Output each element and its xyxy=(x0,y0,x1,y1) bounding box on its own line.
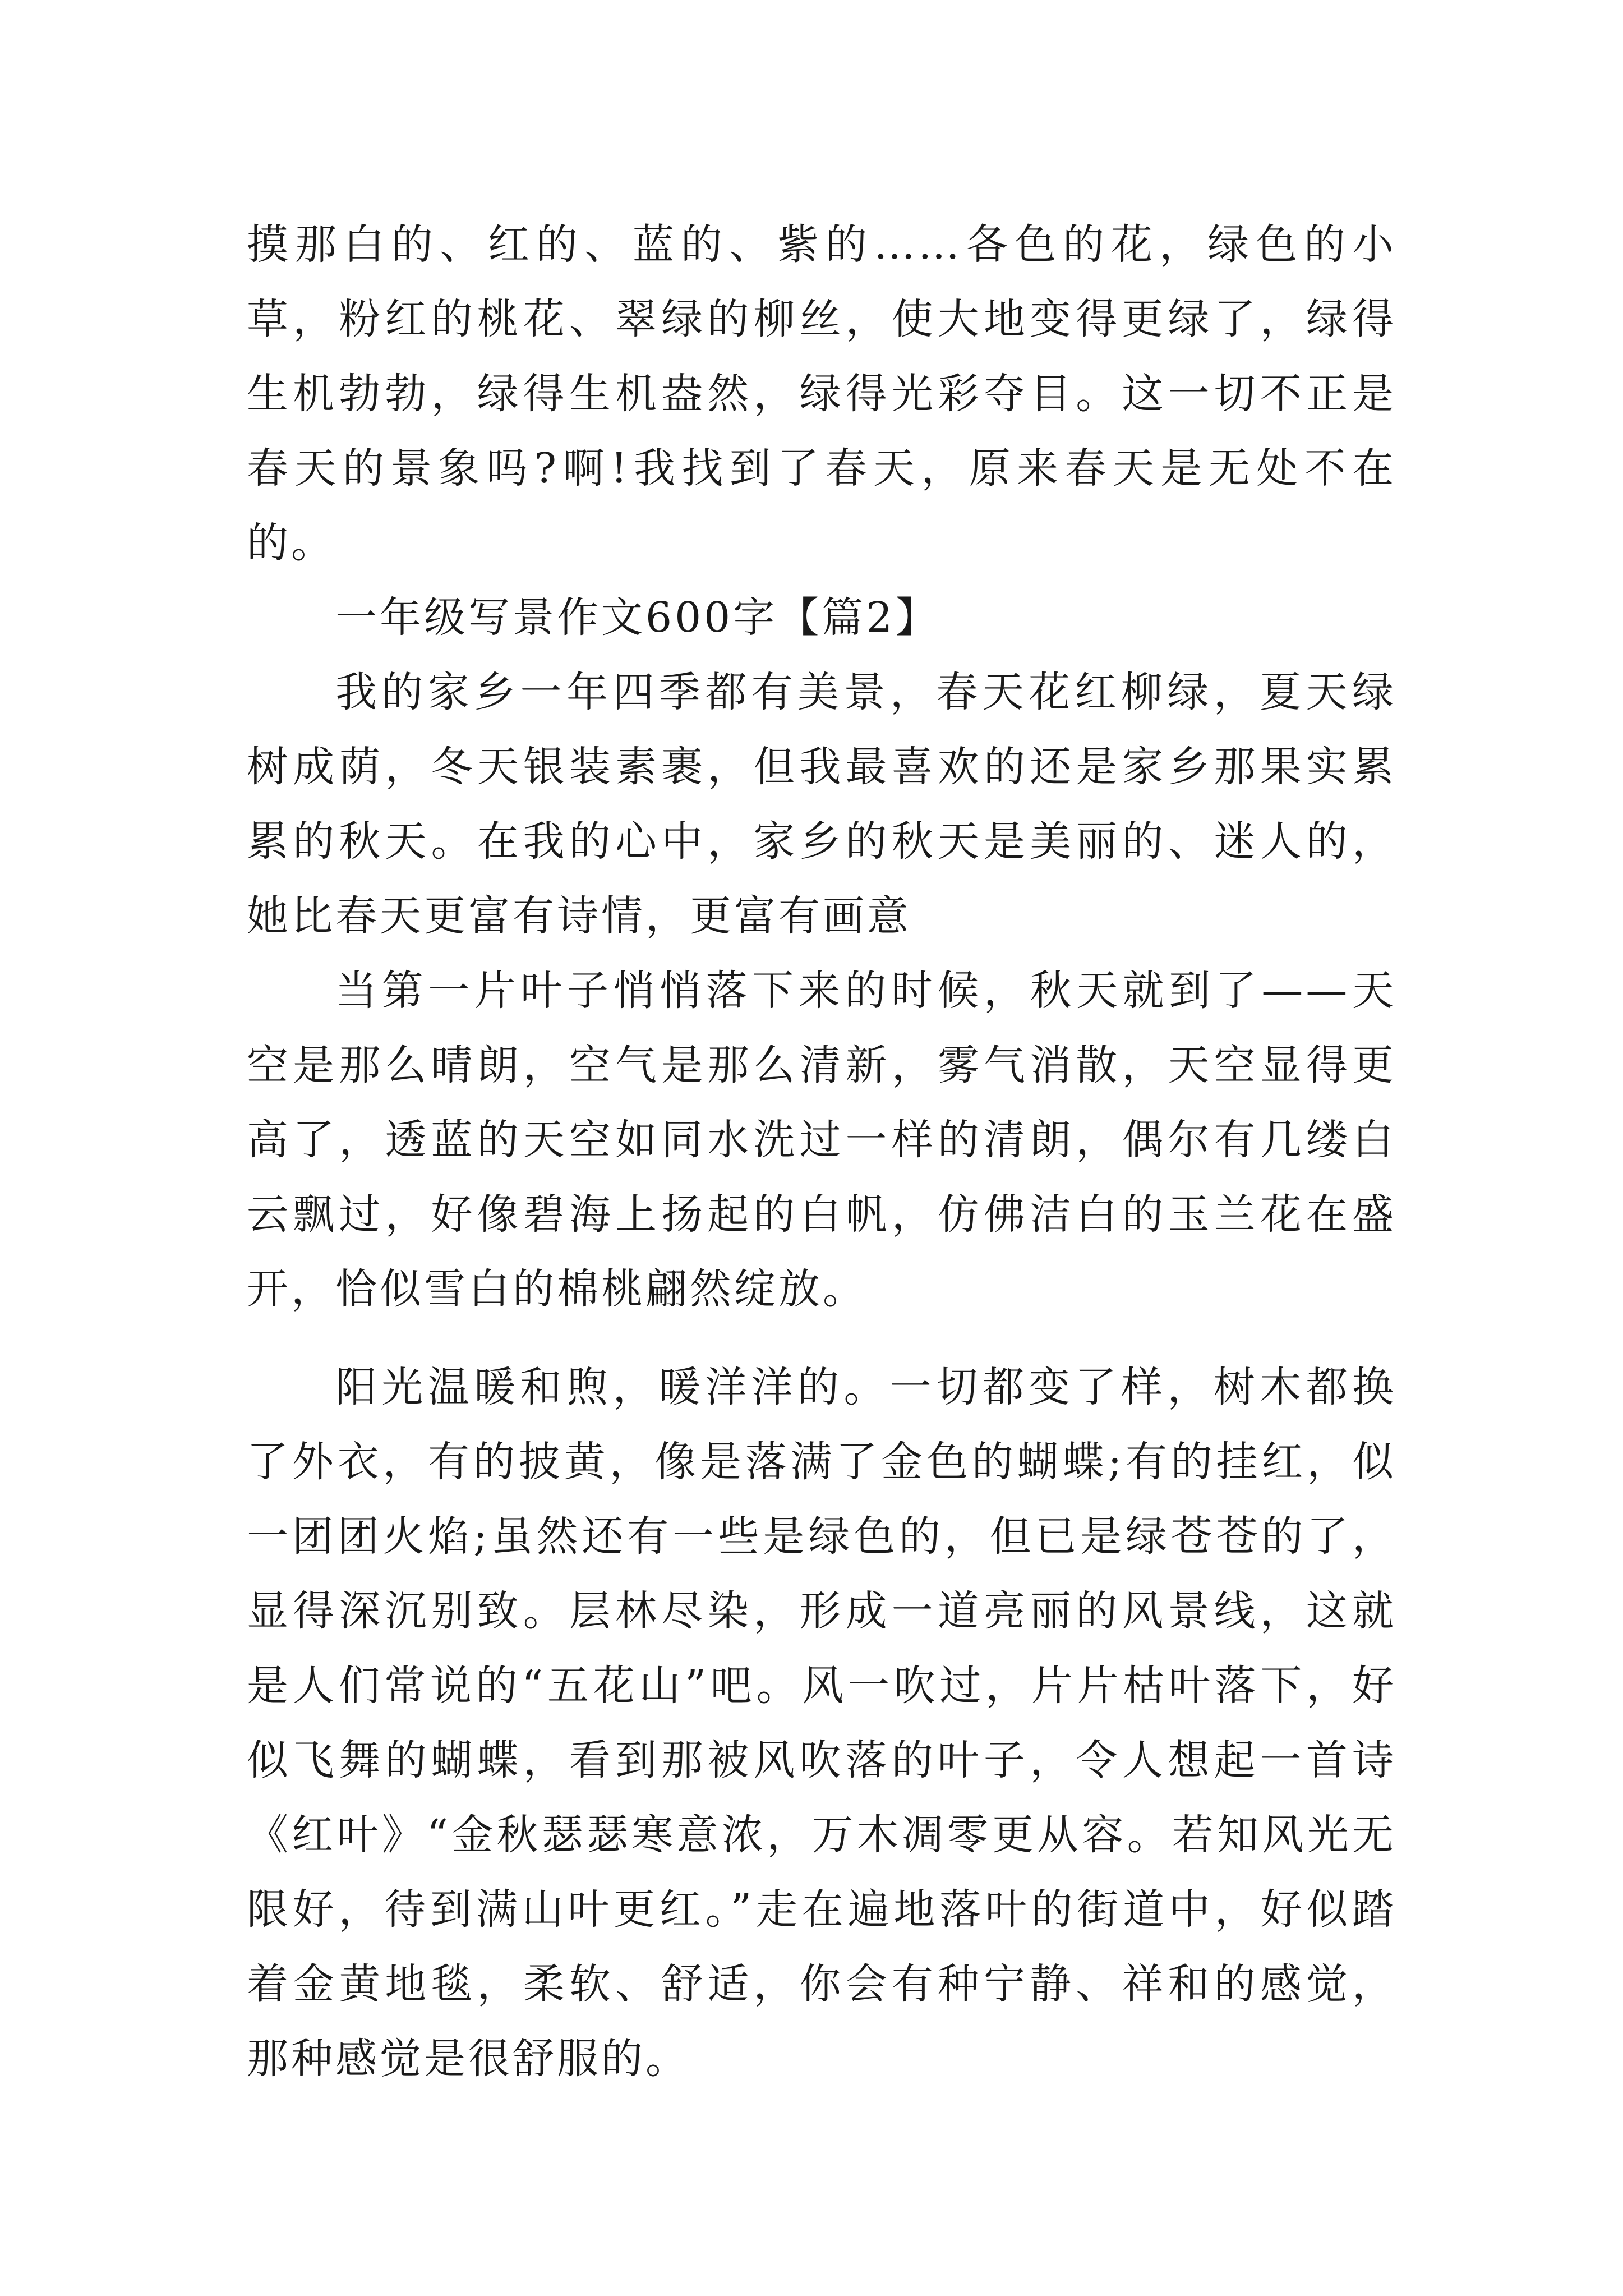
body-paragraph-1: 我的家乡一年四季都有美景，春天花红柳绿，夏天绿树成荫，冬天银装素裹，但我最喜欢的还是家乡那果实累累的秋天。在我的心中，家乡的秋天是美丽的、迷人的，她比春天更富有诗情，更富有画意 xyxy=(247,668,1396,940)
body-paragraph-3: 阳光温暖和煦，暖洋洋的。一切都变了样，树木都换了外衣，有的披黄，像是落满了金色的蝴蝶;有的挂红，似一团团火焰;虽然还有一些是绿色的，但已是绿苍苍的了，显得深沉别致。层林尽染，形成一道亮丽的风景线，这就是人们常说的“五花山”吧。风一吹过，片片枯叶落下，好似飞舞的蝴蝶，看到那被风吹落的叶子，令人想起一首诗《红叶》“金秋瑟瑟寒意浓，万木凋零更从容。若知风光无限好，待到满山叶更红。”走在遍地落叶的街道中，好似踏着金黄地毯，柔软、舒适，你会有种宁静、祥和的感觉，那种感觉是很舒服的。 xyxy=(247,1363,1396,2083)
section-heading: 一年级写景作文600字【篇2】 xyxy=(335,593,940,642)
body-paragraph-2: 当第一片叶子悄悄落下来的时候，秋天就到了——天空是那么晴朗，空气是那么清新，雾气消散，天空显得更高了，透蓝的天空如同水洗过一样的清朗，偶尔有几缕白云飘过，好像碧海上扬起的白帆，仿佛洁白的玉兰花在盛开，恰似雪白的棉桃翩然绽放。 xyxy=(247,967,1396,1313)
continued-paragraph: 摸那白的、红的、蓝的、紫的……各色的花，绿色的小草，粉红的桃花、翠绿的柳丝，使大地变得更绿了，绿得生机勃勃，绿得生机盎然，绿得光彩夺目。这一切不正是春天的景象吗?啊!我找到了春天，原来春天是无处不在的。 xyxy=(247,220,1396,567)
document-body xyxy=(247,208,1396,2096)
